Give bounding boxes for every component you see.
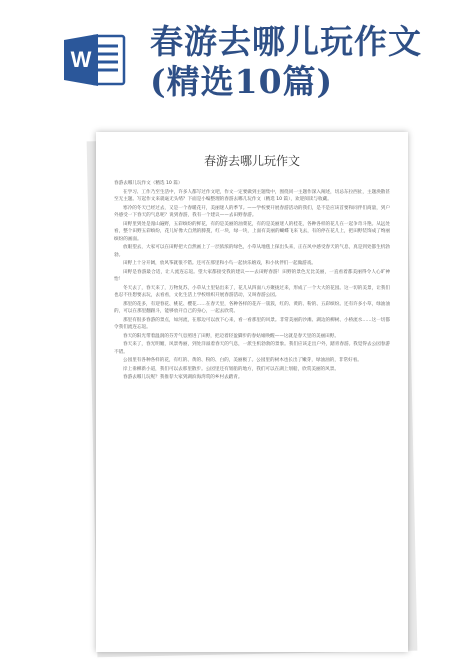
word-document-icon — [62, 34, 126, 86]
document-body — [114, 180, 390, 383]
banner-title — [150, 22, 422, 102]
banner — [0, 0, 474, 112]
document-heading: 春游去哪儿玩作文 — [203, 154, 300, 168]
paragraph: 冬天去了，春天来了，万物复苏，小草从土里钻出来了，花儿从四面八方聚拢过来，形成了一个大大的花园。这一切的美景，让我们也忍不住想要去玩，去看看，文化生活上学校组织开展春游活动，又叫春游公园。 — [114, 285, 390, 298]
paragraph: 田野上十分开阔，放风筝就很不错。还可在那里和小鸟一起快乐嬉戏，和小伙伴们一起做游戏。 — [123, 261, 316, 266]
paragraph: 春游去哪儿玩呢？我推荐大家到湖滨海湾赏的乡村去踏青。 — [123, 375, 243, 380]
paragraph: 公园里有各种各样的花，有红的、黄的、粉的、白的，美丽极了。公园里的树木也长出了嫩芽，绿油油的，非常好看。 — [123, 358, 362, 363]
paragraph: 春天来了，春光明媚，风景秀丽，到处洋溢着春天的气息，一派生机勃勃的景象。我们应该走出户外，踏青春游。我觉得去公园春游不错。 — [114, 342, 390, 355]
paragraph: 放眼望去，大家可以在田野把大自然画上了一层浓浓的绿色，小草从地毯上探出头来，正在风中感受春天的气息，真是到处都生机勃勃。 — [114, 245, 390, 258]
paragraph: 春天的阳光带着温润的芬芳气息照进了田野，把迈着轻盈脚步的春姑娘唤醒——这就是春天里的美丽田野。 — [123, 333, 339, 339]
paragraph: 田野是春游最合适，让人流连忘返。望大家都接受我的建议——去田野春游！田野的景色无比美丽，一直看着都美丽得令人心旷神怡！ — [114, 269, 390, 282]
banner-title-line2: (精选10篇) — [150, 62, 334, 101]
document-subheading: 春游去哪儿玩作文（精选 10 篇） — [114, 181, 183, 186]
word-logo-letter: W — [70, 47, 92, 72]
document-preview — [96, 132, 408, 652]
paragraph: 寒冷的冬天已经过去，又是一个春暖花开，美丽迷人的季节。——学校要开展春游活动的我们，是不是应该首要和同伴们商量，到户外感受一下春天的气息呢？说到春游，我有一个建议——去田野春游。 — [114, 205, 390, 218]
paragraph: 在学习、工作乃至生活中，许多人都写过作文吧，作文一定要做到主题集中，围绕同一主题作深入阐述，切忌东拉西扯，主题涣散甚至无主题。写起作文来就毫无头绪？下面是小编整理的春游去哪儿玩作文（精选 10 篇），欢迎阅读与收藏。 — [114, 189, 390, 202]
banner-title-line1: 春游去哪儿玩作文 — [150, 22, 422, 61]
paragraph: 岸上垂柳新小道，我们可以去那里散步。公园里还有划船的地方，我们可以在湖上划船，欣赏美丽的风景。 — [123, 366, 339, 372]
paragraph: 那里有很多春游的景点，如河流，在那边可以放下心来，看一看那里的风景。非常美丽的沙滩、湖边的柳树、小桥流水……这一切都令我们流连忘返。 — [114, 317, 390, 330]
paragraph: 田野里到处是漫山遍野，五彩缤纷的鲜花，有的是美丽的油菜花，有的是美丽迷人的桂花，各种各样的花儿在一起争奇斗艳。从远处看，整个田野五彩缤纷，花儿好像大自然的滕蔓，红一块，绿一块，上面有美丽的蝴蝶飞来飞去，有的停在花儿上，把田野装饰成了绚丽缤纷的画面。 — [114, 221, 390, 242]
paragraph: 那里的花多，有迎春花、桃花、樱花……在春天里，各种各样的花卉一簇簇，红的、黄的、粉的、五彩缤纷。还有许多小草，绿油油的，可以在那里翻跟斗，能够放开自己的身心，一起去欣赏。 — [114, 301, 390, 314]
